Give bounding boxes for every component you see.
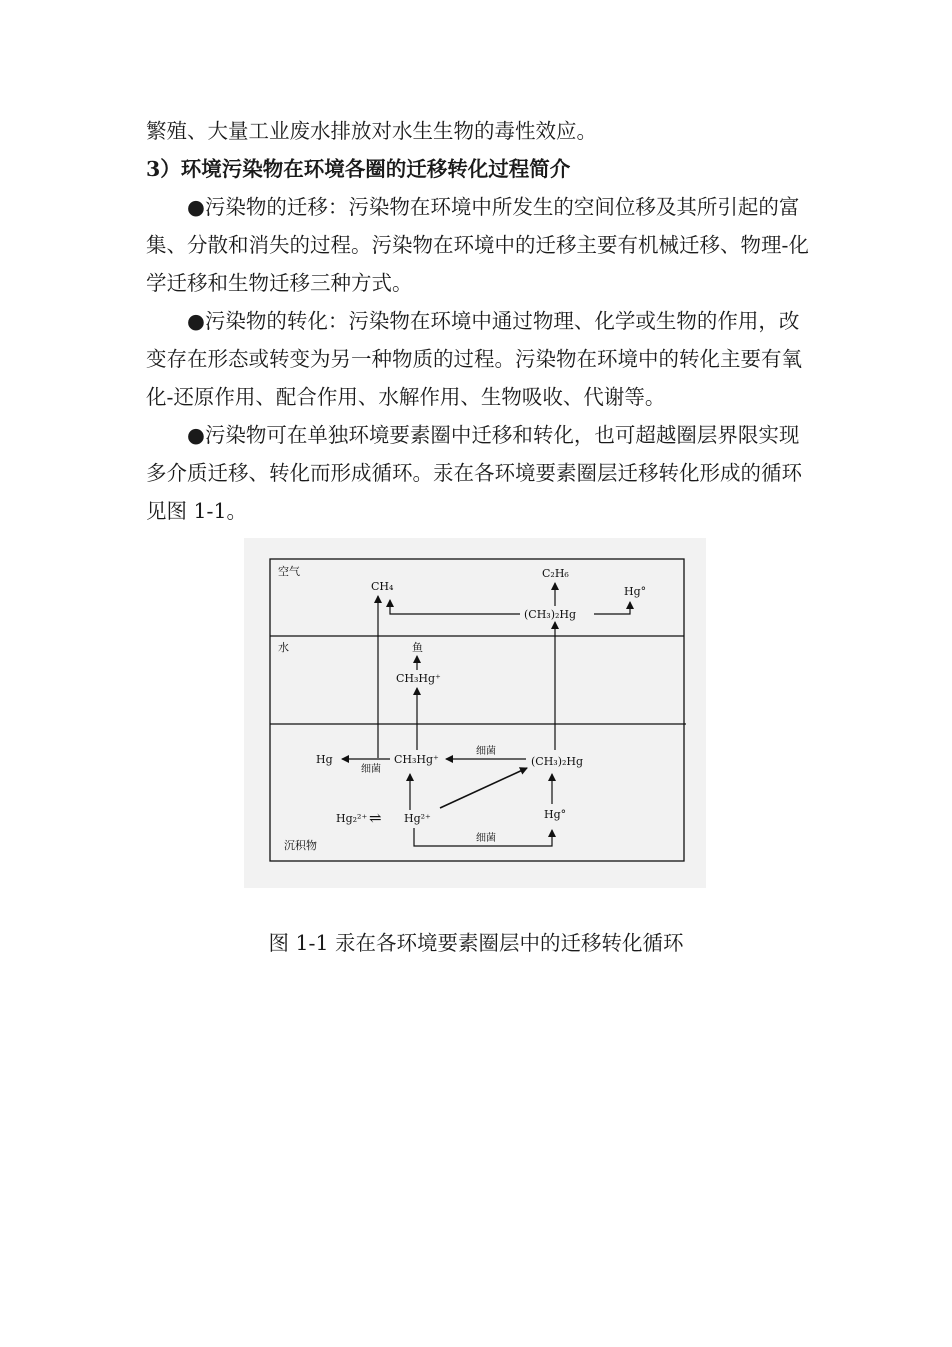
mercury-cycle-figure (244, 538, 706, 888)
species-ch4: CH₄ (371, 580, 394, 593)
zone-label-water: 水 (278, 641, 289, 654)
figure-border (270, 559, 684, 861)
species-mehg-sediment: CH₃Hg⁺ (394, 753, 439, 766)
species-hg0-sediment: Hg° (544, 808, 567, 821)
species-mehg-water: CH₃Hg⁺ (396, 672, 441, 685)
species-dmhg-sediment: (CH₃)₂Hg (531, 755, 584, 768)
arrow-dmhg-to-hg0 (594, 602, 630, 614)
arrow-dmhg-to-ch4 (390, 600, 520, 614)
species-hg2: Hg²⁺ (404, 812, 431, 825)
label-bacteria-2: 细菌 (476, 746, 496, 757)
paragraph-cycle: ●污染物可在单独环境要素圈中迁移和转化，也可超越圈层界限实现多介质迁移、转化而形成循环。汞在各环境要素圈层迁移转化形成的循环见图 1-1。 (146, 423, 802, 523)
figure-caption: 图 1-1 汞在各环境要素圈层中的迁移转化循环 (268, 931, 684, 955)
mercury-cycle-diagram (244, 538, 706, 888)
paragraph-migration: ●污染物的迁移：污染物在环境中所发生的空间位移及其所引起的富集、分散和消失的过程。污染物在环境中的迁移主要有机械迁移、物理-化学迁移和生物迁移三种方式。 (146, 195, 809, 295)
section-heading: 3）环境污染物在环境各圈的迁移转化过程简介 (146, 157, 571, 181)
equilibrium-symbol: ⇌ (369, 809, 382, 827)
species-hg2-2: Hg₂²⁺ (336, 812, 368, 825)
species-c2h6: C₂H₆ (542, 567, 569, 580)
paragraph-transformation: ●污染物的转化：污染物在环境中通过物理、化学或生物的作用，改变存在形态或转变为另一种物质的过程。污染物在环境中的转化主要有氧化-还原作用、配合作用、水解作用、生物吸收、代谢等。 (146, 309, 802, 409)
arrow-hg2-to-dmhg (440, 768, 527, 808)
species-hg-sediment: Hg (316, 753, 333, 766)
body-text (146, 112, 814, 530)
species-hg0-air: Hg° (624, 585, 647, 598)
paragraph-continuation: 繁殖、大量工业废水排放对水生生物的毒性效应。 (146, 119, 597, 143)
species-fish: 鱼 (412, 641, 423, 654)
label-bacteria-3: 细菌 (476, 833, 496, 844)
zone-label-air: 空气 (278, 565, 300, 578)
species-dmhg-air: (CH₃)₂Hg (524, 608, 577, 621)
label-bacteria-1: 细菌 (361, 764, 381, 775)
zone-label-sediment: 沉积物 (284, 839, 317, 852)
